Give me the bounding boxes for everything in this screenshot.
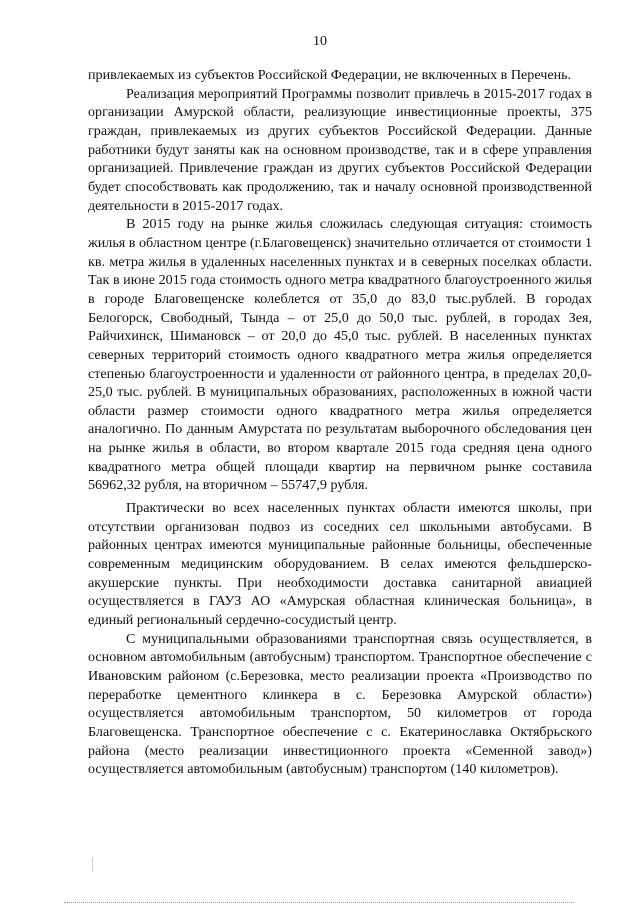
document-body [88,66,592,779]
page-number: 10 [313,34,327,49]
paragraph-transport: С муниципальными образованиями транспортная связь осуществляется, в основном автомобильным (автобусным) транспортом. Транспортное обеспечение с Ивановским районом (с.Березовка, место реализации проекта «Производство по переработке цементного клинкера в с. Березовка Амурской области») осуществляется автомобильным транспортом, 50 километров от города Благовещенска. Транспортное обеспечение с с. Екатеринославка Октябрьского района (место реализации инвестиционного проекта «Семенной завод») осуществляется автомобильным (автобусным) транспортом (140 километров). [88,630,592,778]
paragraph-schools-healthcare: Практически во всех населенных пунктах области имеются школы, при отсутствии организован подвоз из соседних сел школьными автобусами. В районных центрах имеются муниципальные районные больницы, обеспеченные современным медицинским оборудованием. В селах имеются фельдшерско-акушерские пункты. При необходимости доставка санитарной авиацией осуществляется в ГАУЗ АО «Амурская областная клиническая больница», в единый региональный сердечно-сосудистый центр. [88,500,592,629]
paragraph-program-employment: Реализация мероприятий Программы позволит привлечь в 2015-2017 годах в организации Амурской области, реализующие инвестиционные проекты, 375 граждан, привлекаемых из других субъектов Российской Федерации. Данные работники будут заняты как на основном производстве, так и в сфере управления организацией. Привлечение граждан из других субъектов Российской Федерации будет способствовать как продолжению, так и началу основной производственной деятельности в 2015-2017 годах. [88,85,592,214]
paragraph-housing-market: В 2015 году на рынке жилья сложилась следующая ситуация: стоимость жилья в областном центре (г.Благовещенск) значительно отличается от стоимости 1 кв. метра жилья в удаленных населенных пунктах и в северных поселках области. Так в июне 2015 года стоимость одного метра квадратного благоустроенного жилья в городе Благовещенске колеблется от 35,0 до 83,0 тыс.рублей. В городах Белогорск, Свободный, Тында – от 25,0 до 50,0 тыс. рублей, в городах Зея, Райчихинск, Шимановск – от 20,0 до 45,0 тыс. рублей. В населенных пунктах северных территорий стоимость одного квадратного метра жилья определяется степенью благоустроенности и удаленности от районного центра, в пределах 20,0-25,0 тыс. рублей. В муниципальных образованиях, расположенных в южной части области размер стоимости одного квадратного метра жилья определяется аналогично. По данным Амурстата по результатам выборочного обследования цен на рынке жилья в области, во втором квартале 2015 года средняя цена одного квадратного метра общей площади квартир на первичном рынке составила 56962,32 рубля, на вторичном – 55747,9 рубля. [88,216,592,494]
scan-artifact-line [64,901,574,903]
paragraph-continuation: привлекаемых из субъектов Российской Федерации, не включенных в Перечень. [88,67,572,83]
scan-artifact-tick [92,858,93,872]
